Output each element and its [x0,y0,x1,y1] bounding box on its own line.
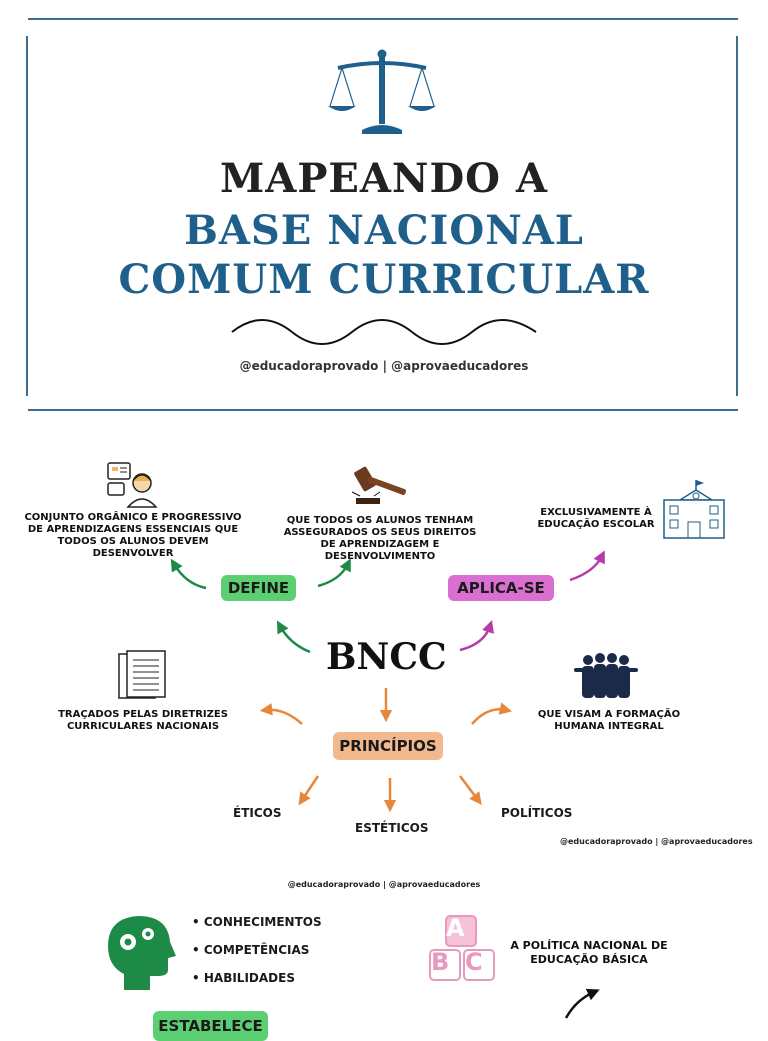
politica-text: A POLÍTICA NACIONAL DE EDUCAÇÃO BÁSICA [510,939,668,966]
esteticos-label: ESTÉTICOS [355,821,429,835]
aplica-se-tag: APLICA-SE [448,575,554,601]
principios-right-text: QUE VISAM A FORMAÇÃO HUMANA INTEGRAL [537,709,681,732]
header-handles: @educadoraprovado | @aprovaeducadores [239,359,529,373]
define-tag: DEFINE [221,575,296,601]
list-item: • CONHECIMENTOS [192,915,322,929]
eticos-label: ÉTICOS [233,806,282,820]
aplica-text: EXCLUSIVAMENTE À EDUCAÇÃO ESCOLAR [537,507,655,530]
footer-handles: @educadoraprovado | @aprovaeducadores [287,880,481,889]
block-letter-b: B [431,948,450,976]
block-letter-a: A [446,914,465,942]
estabelece-tag: ESTABELECE [153,1011,268,1041]
head-gears-icon [104,912,176,992]
title-line-3: COMUM CURRICULAR [118,256,650,303]
define-left-text: CONJUNTO ORGÂNICO E PROGRESSIVO DE APRENDIZAGENS ESSENCIAIS QUE TODOS OS ALUNOS DEVEM DESENVOLVER [24,512,242,559]
people-group-icon [572,652,638,700]
map-handles: @educadoraprovado | @aprovaeducadores [560,837,753,846]
document-icon [117,650,169,700]
list-item: • COMPETÊNCIAS [192,943,322,957]
block-letter-c: C [465,948,483,976]
estabelece-list [192,915,322,999]
list-item: • HABILIDADES [192,971,322,985]
politicos-label: POLÍTICOS [501,806,573,820]
principios-left-text: TRAÇADOS PELAS DIRETRIZES CURRICULARES NACIONAIS [58,709,228,732]
principios-tag: PRINCÍPIOS [333,732,443,760]
title-line-1: MAPEANDO A [220,155,548,202]
define-right-text: QUE TODOS OS ALUNOS TENHAM ASSEGURADOS OS SEUS DIREITOS DE APRENDIZAGEM E DESENVOLVIMENTO [283,515,477,562]
bncc-center-label: BNCC [326,636,447,678]
title-line-2: BASE NACIONAL [184,207,584,254]
